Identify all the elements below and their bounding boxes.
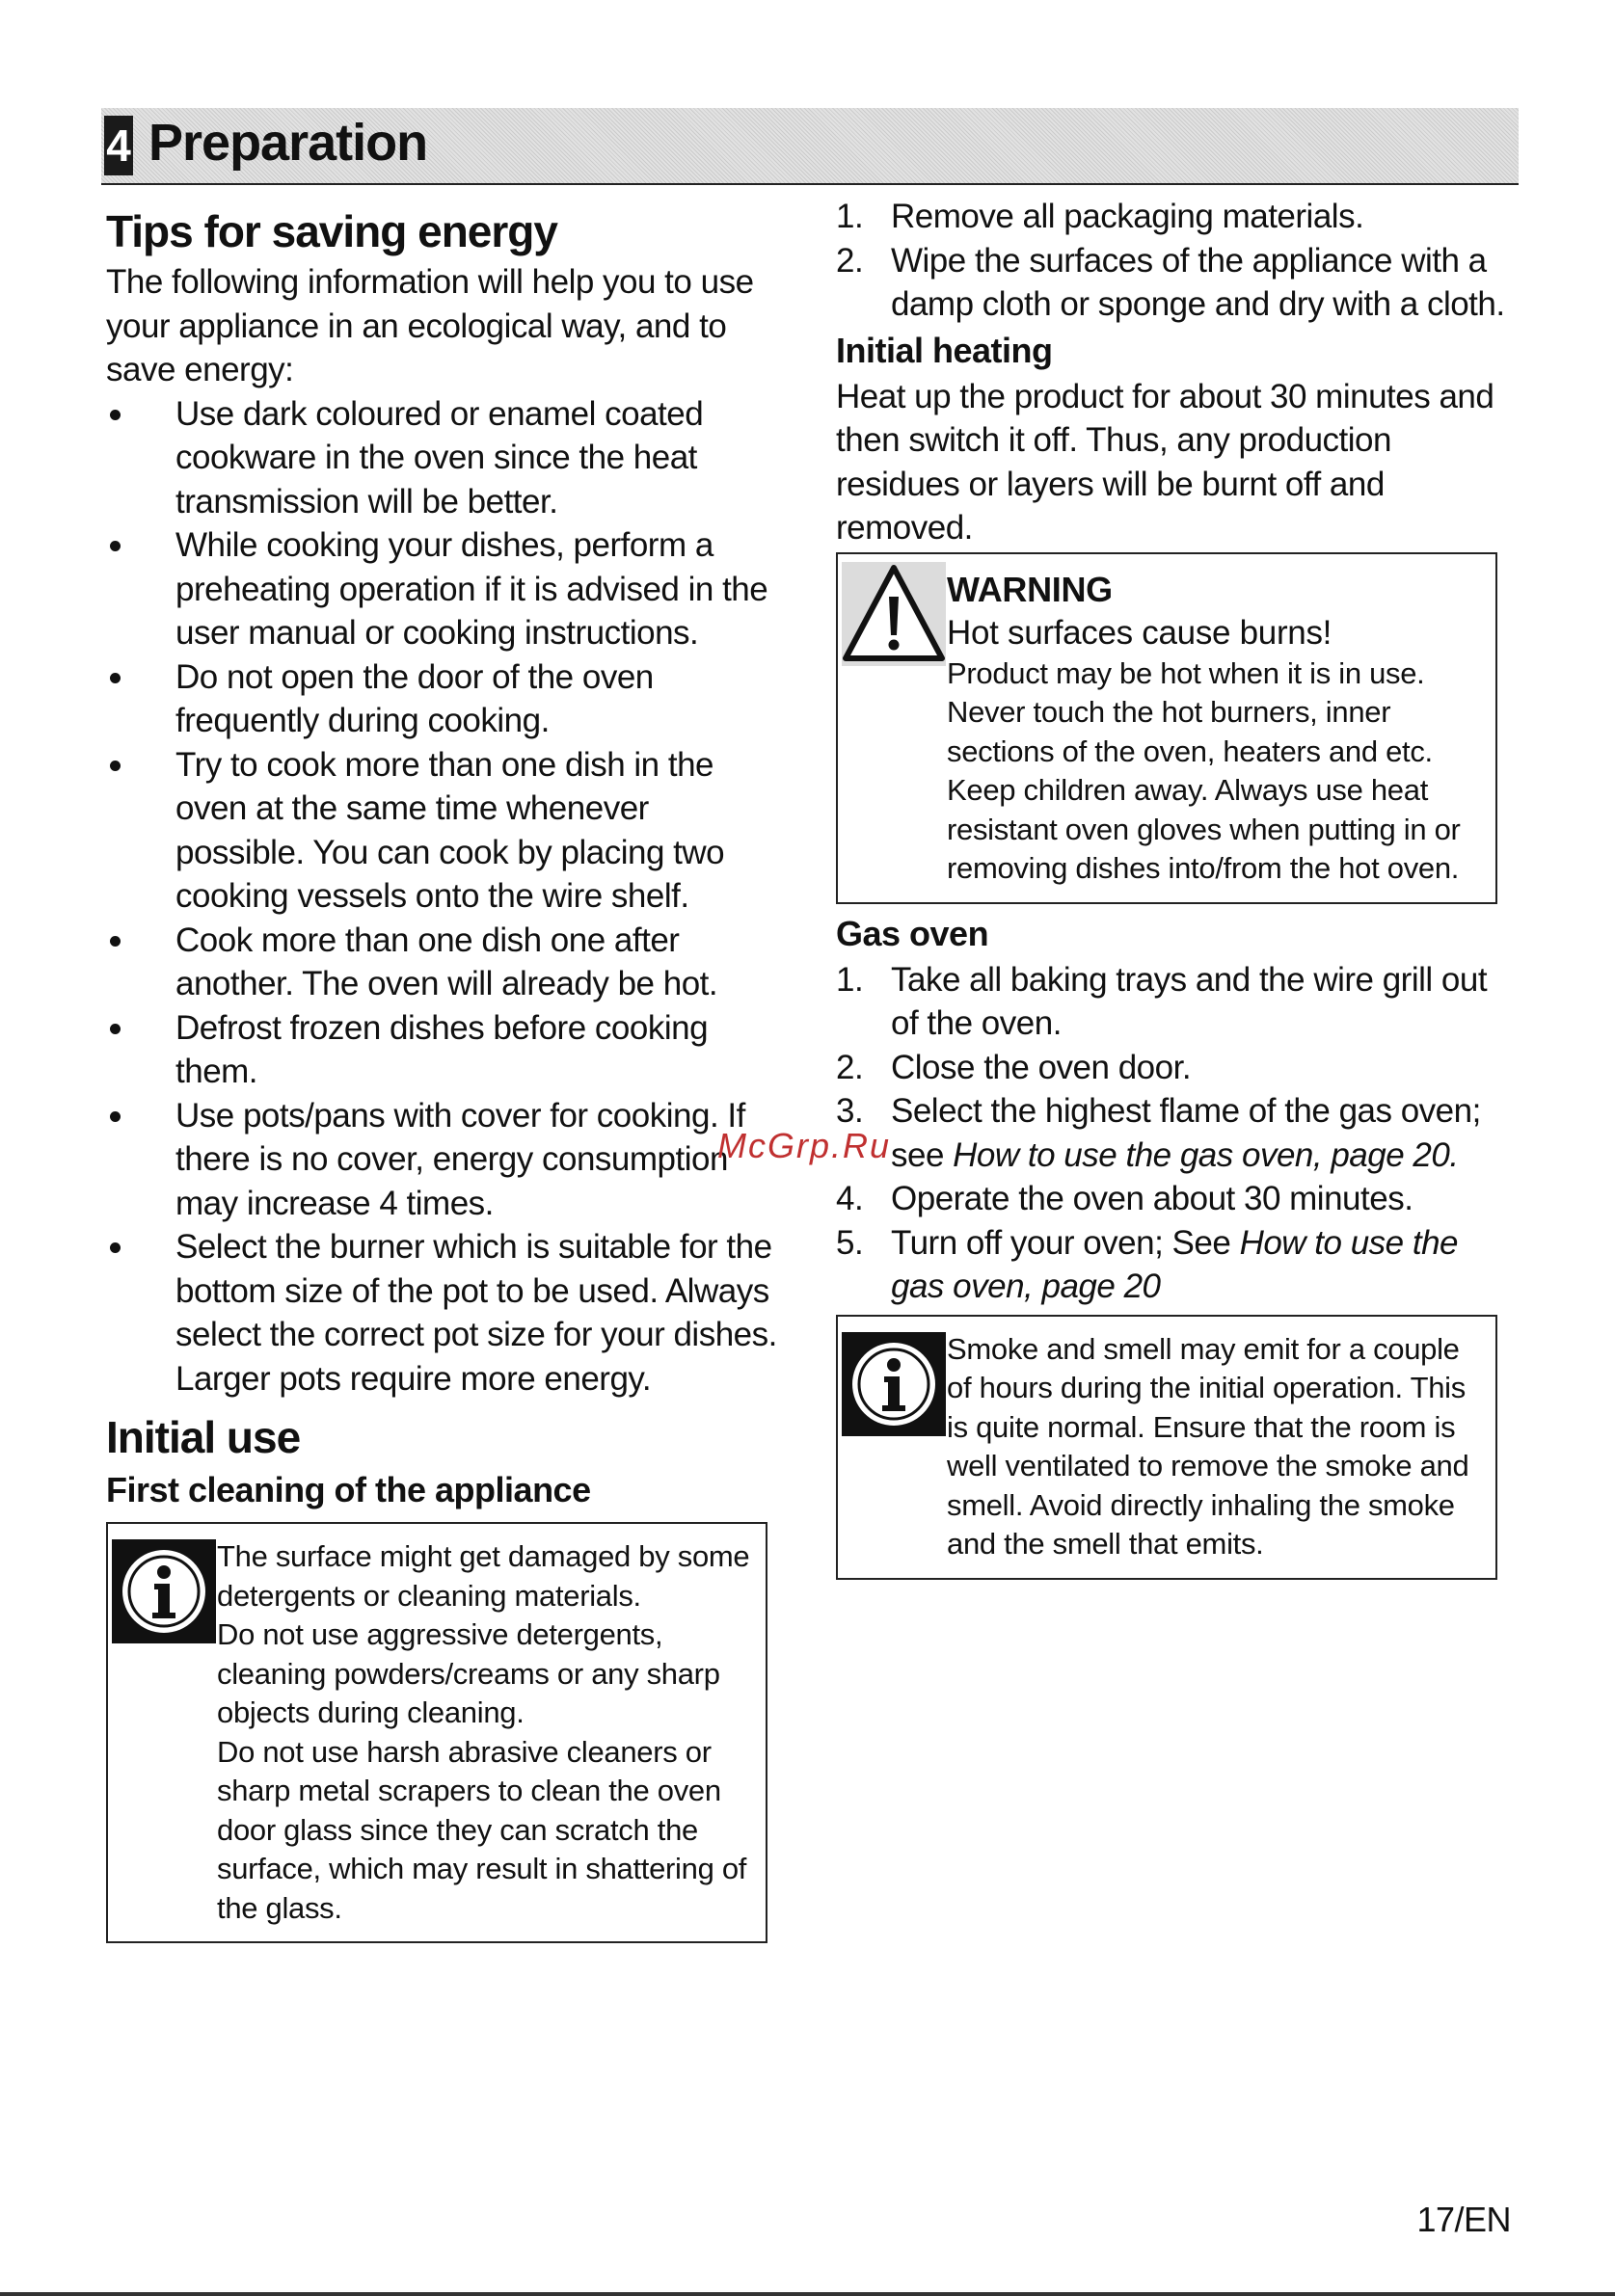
- list-item: Use dark coloured or enamel coated cookware in the oven since the heat transmission will be better.: [106, 392, 781, 524]
- step-text: Select the highest flame of the gas oven; see: [891, 1092, 1481, 1174]
- step-number: 3.: [836, 1092, 864, 1130]
- step-text: Close the oven door.: [891, 1048, 1192, 1086]
- step-number: 2.: [836, 1048, 864, 1086]
- chapter-number: 4: [104, 116, 133, 175]
- list-item: [836, 1046, 1511, 1090]
- step-number: 2.: [836, 241, 864, 280]
- info-icon: [112, 1539, 216, 1643]
- initial-heating-heading: Initial heating: [836, 330, 1053, 370]
- list-item: [836, 1221, 1511, 1309]
- step-number: 1.: [836, 198, 864, 235]
- tips-intro: The following information will help you to use your appliance in an ecological way, and to save energy:: [106, 263, 754, 388]
- page-reference: How to use the gas oven, page 20: [891, 1223, 1459, 1305]
- initial-heating-text: Heat up the product for about 30 minutes and then switch it off. Thus, any production residues or layers will be burnt off and removed.: [836, 377, 1494, 547]
- chapter-title: Preparation: [148, 114, 428, 172]
- list-item: Defrost frozen dishes before cooking them.: [106, 1006, 781, 1094]
- list-item: [836, 958, 1511, 1046]
- list-item: While cooking your dishes, perform a preheating operation if it is advised in the user manual or cooking instructions.: [106, 523, 781, 655]
- note-paragraph: The surface might get damaged by some detergents or cleaning materials.: [217, 1539, 750, 1613]
- gas-oven-heading: Gas oven: [836, 913, 989, 953]
- note-paragraph: Do not use aggressive detergents, cleaning powders/creams or any sharp objects during cleaning.: [217, 1617, 720, 1729]
- list-item: [836, 1089, 1511, 1177]
- warning-box: [836, 552, 1497, 904]
- note-paragraph: Smoke and smell may emit for a couple of hours during the initial operation. This is quite normal. Ensure that the room is well ventilated to remove the smoke and smell. Avoid directly inhaling the smoke and the smell that emits.: [947, 1331, 1469, 1561]
- step-text: Turn off your oven; See: [891, 1223, 1240, 1262]
- list-item: Cook more than one dish one after another. The oven will already be hot.: [106, 919, 781, 1006]
- warning-title: WARNING: [947, 569, 1113, 609]
- gas-oven-steps: [836, 958, 1511, 1309]
- page-reference: How to use the gas oven, page 20.: [953, 1135, 1459, 1174]
- list-item: [836, 195, 1511, 239]
- tips-list: [106, 392, 781, 1402]
- tips-heading: Tips for saving energy: [106, 206, 557, 256]
- step-text: Take all baking trays and the wire grill out of the oven.: [891, 960, 1488, 1042]
- list-item: Try to cook more than one dish in the oven at the same time whenever possible. You can cook by placing two cooking vessels onto the wire shelf.: [106, 743, 781, 919]
- list-item: Select the burner which is suitable for the bottom size of the pot to be used. Always select the correct pot size for your dishes. Larger pots require more energy.: [106, 1225, 781, 1401]
- step-text: Operate the oven about 30 minutes.: [891, 1180, 1413, 1217]
- cleaning-steps: [836, 195, 1511, 327]
- note-paragraph: Do not use harsh abrasive cleaners or sharp metal scrapers to clean the oven door glass since they can scratch the surface, which may result in shattering of the glass.: [217, 1734, 747, 1925]
- cleaning-info-note: [106, 1522, 767, 1943]
- step-text: Remove all packaging materials.: [891, 198, 1364, 235]
- list-item: Use pots/pans with cover for cooking. If there is no cover, energy consumption may increase 4 times.: [106, 1094, 781, 1226]
- info-icon: [842, 1332, 946, 1436]
- step-number: 4.: [836, 1180, 864, 1217]
- step-text: Wipe the surfaces of the appliance with a damp cloth or sponge and dry with a cloth.: [891, 241, 1505, 323]
- warning-triangle-icon: [842, 562, 946, 666]
- page-number: 17/EN: [1416, 2200, 1511, 2239]
- bottom-rule: [0, 2292, 1615, 2296]
- watermark: McGrp.Ru: [717, 1126, 892, 1165]
- warning-subtitle: Hot surfaces cause burns!: [947, 613, 1332, 652]
- step-number: 5.: [836, 1223, 864, 1262]
- list-item: [836, 1177, 1511, 1221]
- left-column: [106, 202, 781, 1943]
- step-number: 1.: [836, 960, 864, 999]
- initial-use-heading: Initial use: [106, 1412, 301, 1462]
- right-column: [836, 195, 1511, 1580]
- list-item: Do not open the door of the oven frequently during cooking.: [106, 655, 781, 743]
- warning-body: Product may be hot when it is in use. Never touch the hot burners, inner sections of the oven, heaters and etc. Keep children away. Always use heat resistant oven gloves when putting in or removing dishes into/from the hot oven.: [947, 655, 1461, 885]
- first-cleaning-heading: First cleaning of the appliance: [106, 1470, 591, 1509]
- smoke-info-note: [836, 1315, 1497, 1580]
- list-item: [836, 239, 1511, 327]
